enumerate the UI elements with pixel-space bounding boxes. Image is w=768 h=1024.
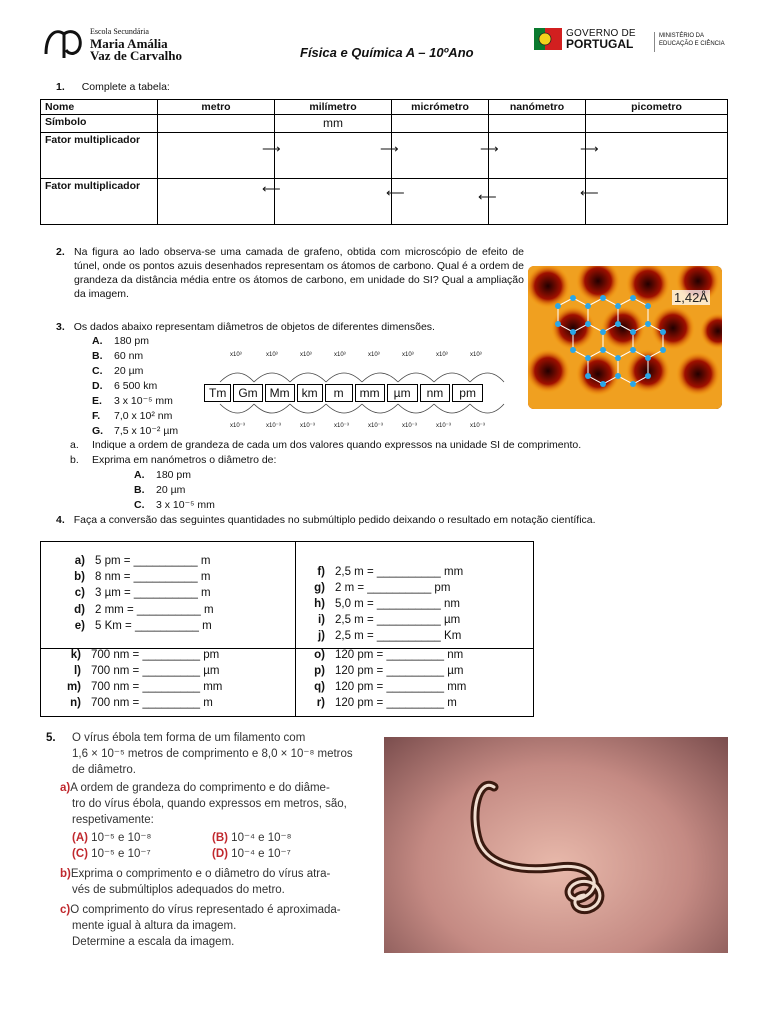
list-item	[92, 409, 178, 424]
item-letter: i)	[317, 614, 325, 626]
item-value: 20 µm	[156, 484, 186, 496]
scale-factor-label: x10⁻³	[230, 423, 245, 429]
option-text: 10⁻⁵ e 10⁻⁷	[91, 848, 151, 860]
factor-label: Fator multiplicador	[41, 179, 158, 225]
scale-factor-label: x10³	[402, 352, 414, 358]
item-letter: h)	[314, 598, 325, 610]
q5-intro-3: de diâmetro.	[72, 764, 136, 776]
item-value: 3 x 10⁻⁵ mm	[114, 395, 173, 407]
item-text: 8 nm = __________ m	[95, 571, 211, 583]
item-value: 6 500 km	[114, 380, 158, 392]
q1-text: Complete a tabela:	[81, 81, 170, 93]
q4-heading	[56, 513, 596, 527]
item-text: 2,5 m = __________ Km	[335, 630, 462, 642]
q5-intro-1: O vírus ébola tem forma de um filamento com	[72, 732, 306, 744]
prefix-box: Gm	[233, 384, 262, 402]
table-cell[interactable]	[586, 179, 728, 225]
item-letter: r)	[316, 697, 325, 709]
school-line2: Vaz de Carvalho	[90, 48, 182, 63]
table-header-cell: picometro	[586, 100, 728, 115]
page-title: Física e Química A – 10ºAno	[300, 45, 474, 60]
item-text: 5 pm = __________ m	[95, 555, 211, 567]
q5b-line: vés de submúltiplos adequados do metro.	[72, 884, 285, 896]
arrow-right-icon: ⟶	[580, 141, 599, 156]
table-cell[interactable]	[489, 133, 586, 179]
item-letter: e)	[74, 620, 85, 632]
scale-factor-label: x10⁻³	[266, 423, 281, 429]
item-text: 5 Km = __________ m	[95, 620, 212, 632]
divider	[295, 542, 296, 716]
q5a	[46, 780, 370, 796]
ministry-label	[654, 32, 733, 52]
q5a-line: respetivamente:	[72, 814, 154, 826]
list-item	[61, 649, 219, 661]
unit-table	[40, 99, 728, 225]
scale-factor-label: x10³	[334, 352, 346, 358]
list-item	[134, 498, 215, 513]
q4-text: Faça a conversão das seguintes quantidades no submúltiplo pedido deixando o resultado em notação científica.	[73, 514, 596, 526]
q3-list	[92, 334, 178, 439]
arrow-right-icon: ⟶	[480, 141, 499, 156]
table-cell[interactable]	[586, 115, 728, 133]
scale-factor-label: x10⁻³	[368, 423, 383, 429]
list-item	[134, 468, 215, 483]
prefix-scale-diagram	[204, 350, 520, 430]
q5-intro-2: 1,6 × 10⁻⁵ metros de comprimento e 8,0 × 10⁻⁸ metros	[72, 748, 353, 760]
q3b	[70, 453, 276, 467]
item-letter: E.	[92, 395, 102, 407]
table-header-cell: metro	[158, 100, 275, 115]
scale-factor-label: x10³	[266, 352, 278, 358]
q4-number: 4.	[56, 514, 65, 526]
symbol-mm: mm	[275, 115, 392, 133]
government-logo	[566, 28, 636, 50]
option-text: 10⁻⁵ e 10⁻⁸	[91, 832, 152, 844]
gov-line1: GOVERNO DE	[566, 28, 636, 39]
scale-factor-label: x10⁻³	[470, 423, 485, 429]
ebola-virus-image	[384, 737, 728, 953]
list-item	[92, 379, 178, 394]
list-item	[92, 424, 178, 439]
table-header-cell: nanómetro	[489, 100, 586, 115]
option-text: 10⁻⁴ e 10⁻⁸	[231, 832, 292, 844]
scale-factor-label: x10³	[230, 352, 242, 358]
table-header-cell: Nome	[41, 100, 158, 115]
arrow-left-icon: ⟵	[478, 189, 497, 204]
item-text: 2,5 m = __________ mm	[335, 566, 464, 578]
q5c-line: O comprimento do vírus representado é aproximada-	[70, 904, 341, 916]
item-letter: g)	[314, 582, 325, 594]
prefix-box: m	[325, 384, 353, 402]
ministry-text: MINISTÉRIO DA EDUCAÇÃO E CIÊNCIA	[659, 33, 725, 47]
q3b-letter: b.	[70, 454, 79, 466]
scale-factor-label: x10⁻³	[300, 423, 315, 429]
option-d[interactable]	[212, 846, 291, 862]
q1-number: 1.	[56, 81, 65, 93]
arrow-right-icon: ⟶	[380, 141, 399, 156]
item-letter: A.	[134, 469, 145, 481]
bond-length-label: 1,42Å	[674, 290, 708, 305]
prefix-box: Tm	[204, 384, 231, 402]
table-cell[interactable]	[392, 115, 489, 133]
q5-number: 5.	[46, 732, 56, 744]
arrow-right-icon: ⟶	[262, 141, 281, 156]
prefix-box: nm	[420, 384, 451, 402]
item-text: 700 nm = _________ pm	[91, 649, 220, 661]
list-item	[65, 555, 210, 567]
option-c[interactable]	[72, 846, 212, 862]
list-item	[305, 665, 463, 677]
item-value: 180 pm	[114, 335, 150, 347]
q5a-letter: a)	[60, 782, 71, 794]
q3a-letter: a.	[70, 439, 79, 451]
table-cell[interactable]	[489, 115, 586, 133]
scale-factor-label: x10³	[436, 352, 448, 358]
portugal-flag-icon	[534, 26, 562, 52]
q3-text: Os dados abaixo representam diâmetros de objetos de diferentes dimensões.	[73, 321, 435, 333]
conversion-table	[40, 541, 534, 717]
list-item	[92, 349, 178, 364]
list-item	[65, 604, 214, 616]
q3-heading	[56, 320, 435, 334]
prefix-box: µm	[387, 384, 418, 402]
list-item	[65, 620, 212, 632]
q3-number: 3.	[56, 321, 65, 333]
option-a[interactable]	[72, 830, 212, 846]
item-text: 2 mm = __________ m	[95, 604, 214, 616]
table-header-cell: micrómetro	[392, 100, 489, 115]
list-item	[65, 587, 211, 599]
table-cell[interactable]	[158, 179, 275, 225]
list-item	[305, 614, 460, 626]
item-letter: C.	[92, 365, 103, 377]
arrow-left-icon: ⟵	[262, 181, 281, 196]
option-letter: (C)	[72, 848, 88, 860]
q5c	[46, 902, 370, 918]
prefix-box: mm	[355, 384, 385, 402]
q5a-options-row	[46, 830, 370, 846]
option-text: 10⁻⁴ e 10⁻⁷	[231, 848, 291, 860]
item-value: 60 nm	[114, 350, 144, 362]
item-letter: D.	[92, 380, 103, 392]
table-row	[41, 179, 728, 225]
list-item	[134, 483, 215, 498]
prefix-box: km	[297, 384, 323, 402]
item-text: 120 pm = _________ µm	[335, 665, 464, 677]
q5c-line: mente igual à altura da imagem.	[72, 920, 237, 932]
item-letter: j)	[317, 630, 325, 642]
school-name	[90, 26, 182, 62]
q3a	[70, 438, 581, 452]
arrow-left-icon: ⟵	[580, 185, 599, 200]
q2-text: Na figura ao lado observa-se uma camada de grafeno, obtida com microscópio de efeito de túnel, onde os pontos azuis desenhados representam os átomos de carbono. Qual é a ordem de grandeza da distância média entre os átomos de carbono, em unidade do SI? Qual a ampliação da imagem.	[74, 246, 524, 300]
q5c-line: Determine a escala da imagem.	[72, 936, 235, 948]
table-header-row	[41, 100, 728, 115]
table-header-cell: milímetro	[275, 100, 392, 115]
symbol-label: Símbolo	[41, 115, 158, 133]
item-letter: p)	[314, 665, 325, 677]
list-item	[61, 697, 213, 709]
item-text: 2,5 m = __________ µm	[335, 614, 461, 626]
school-small: Escola Secundária	[90, 27, 149, 36]
q5-intro	[46, 730, 370, 746]
table-cell[interactable]	[489, 179, 586, 225]
scale-factor-label: x10³	[470, 352, 482, 358]
table-cell[interactable]	[392, 133, 489, 179]
item-letter: F.	[92, 410, 101, 422]
option-b[interactable]	[212, 830, 291, 846]
q5b	[46, 866, 370, 882]
factor-label: Fator multiplicador	[41, 133, 158, 179]
item-text: 2 m = __________ pm	[335, 582, 451, 594]
item-text: 120 pm = _________ mm	[335, 681, 467, 693]
item-text: 120 pm = _________ m	[335, 697, 457, 709]
list-item	[305, 582, 450, 594]
list-item	[305, 630, 461, 642]
scale-factor-label: x10³	[300, 352, 312, 358]
table-cell[interactable]	[586, 133, 728, 179]
item-text: 700 nm = _________ mm	[91, 681, 223, 693]
item-letter: C.	[134, 499, 145, 511]
item-letter: o)	[314, 649, 325, 661]
item-text: 700 nm = _________ µm	[91, 665, 220, 677]
table-cell[interactable]	[275, 133, 392, 179]
prefix-scale	[204, 384, 483, 402]
list-item	[61, 665, 219, 677]
gov-line2: PORTUGAL	[566, 37, 634, 51]
q5a-options-row	[46, 846, 370, 862]
item-value: 7,5 x 10⁻² µm	[114, 425, 179, 437]
q5c-letter: c)	[60, 904, 71, 916]
q5-block	[46, 730, 370, 950]
q3b-text: Exprima em nanómetros o diâmetro de:	[92, 454, 277, 466]
scale-factor-label: x10⁻³	[402, 423, 417, 429]
table-cell[interactable]	[275, 179, 392, 225]
list-item	[305, 649, 463, 661]
q5b-line: Exprima o comprimento e o diâmetro do vírus atra-	[70, 868, 331, 880]
list-item	[305, 681, 466, 693]
q3a-text: Indique a ordem de grandeza de cada um dos valores quando expressos na unidade SI de comprimento.	[92, 439, 582, 451]
q5a-line: tro do vírus ébola, quando expressos em metros, são,	[72, 798, 347, 810]
item-letter: q)	[314, 681, 325, 693]
prefix-box: pm	[452, 384, 483, 402]
scale-factor-label: x10⁻³	[436, 423, 451, 429]
item-letter: l)	[73, 665, 81, 677]
list-item	[61, 681, 222, 693]
list-item	[92, 364, 178, 379]
table-cell[interactable]	[158, 133, 275, 179]
scale-factor-label: x10³	[368, 352, 380, 358]
list-item	[65, 571, 210, 583]
school-line1: Maria Amália	[90, 36, 168, 51]
item-value: 180 pm	[156, 469, 192, 481]
graphene-image	[528, 266, 722, 409]
list-item	[92, 394, 178, 409]
q5a-line: A ordem de grandeza do comprimento e do diâme-	[70, 782, 330, 794]
item-letter: k)	[70, 649, 81, 661]
item-text: 3 µm = __________ m	[95, 587, 211, 599]
item-letter: n)	[70, 697, 81, 709]
item-letter: B.	[134, 484, 145, 496]
item-text: 5,0 m = __________ nm	[335, 598, 460, 610]
q2-number: 2.	[56, 246, 65, 258]
item-value: 7,0 x 10² nm	[114, 410, 173, 422]
item-value: 20 µm	[114, 365, 144, 377]
option-letter: (B)	[212, 832, 228, 844]
item-letter: a)	[74, 555, 85, 567]
option-letter: (D)	[212, 848, 228, 860]
item-letter: d)	[74, 604, 85, 616]
item-letter: c)	[74, 587, 85, 599]
school-logo	[42, 24, 86, 60]
list-item	[305, 566, 463, 578]
table-cell[interactable]	[392, 179, 489, 225]
prefix-box: Mm	[265, 384, 295, 402]
item-letter: A.	[92, 335, 103, 347]
list-item	[305, 598, 460, 610]
q3b-list	[134, 468, 215, 513]
item-letter: B.	[92, 350, 103, 362]
list-item	[305, 697, 457, 709]
q1-heading	[56, 80, 170, 94]
table-row	[41, 115, 728, 133]
q5b-letter: b)	[60, 868, 71, 880]
item-value: 3 x 10⁻⁵ mm	[156, 499, 215, 511]
item-text: 700 nm = _________ m	[91, 697, 213, 709]
scale-factor-label: x10⁻³	[334, 423, 349, 429]
item-letter: b)	[74, 571, 85, 583]
option-letter: (A)	[72, 832, 88, 844]
item-letter: f)	[317, 566, 325, 578]
arrow-left-icon: ⟵	[386, 185, 405, 200]
item-text: 120 pm = _________ nm	[335, 649, 464, 661]
item-letter: m)	[66, 681, 81, 693]
item-letter: G.	[92, 425, 104, 437]
list-item	[92, 334, 178, 349]
table-cell[interactable]	[158, 115, 275, 133]
